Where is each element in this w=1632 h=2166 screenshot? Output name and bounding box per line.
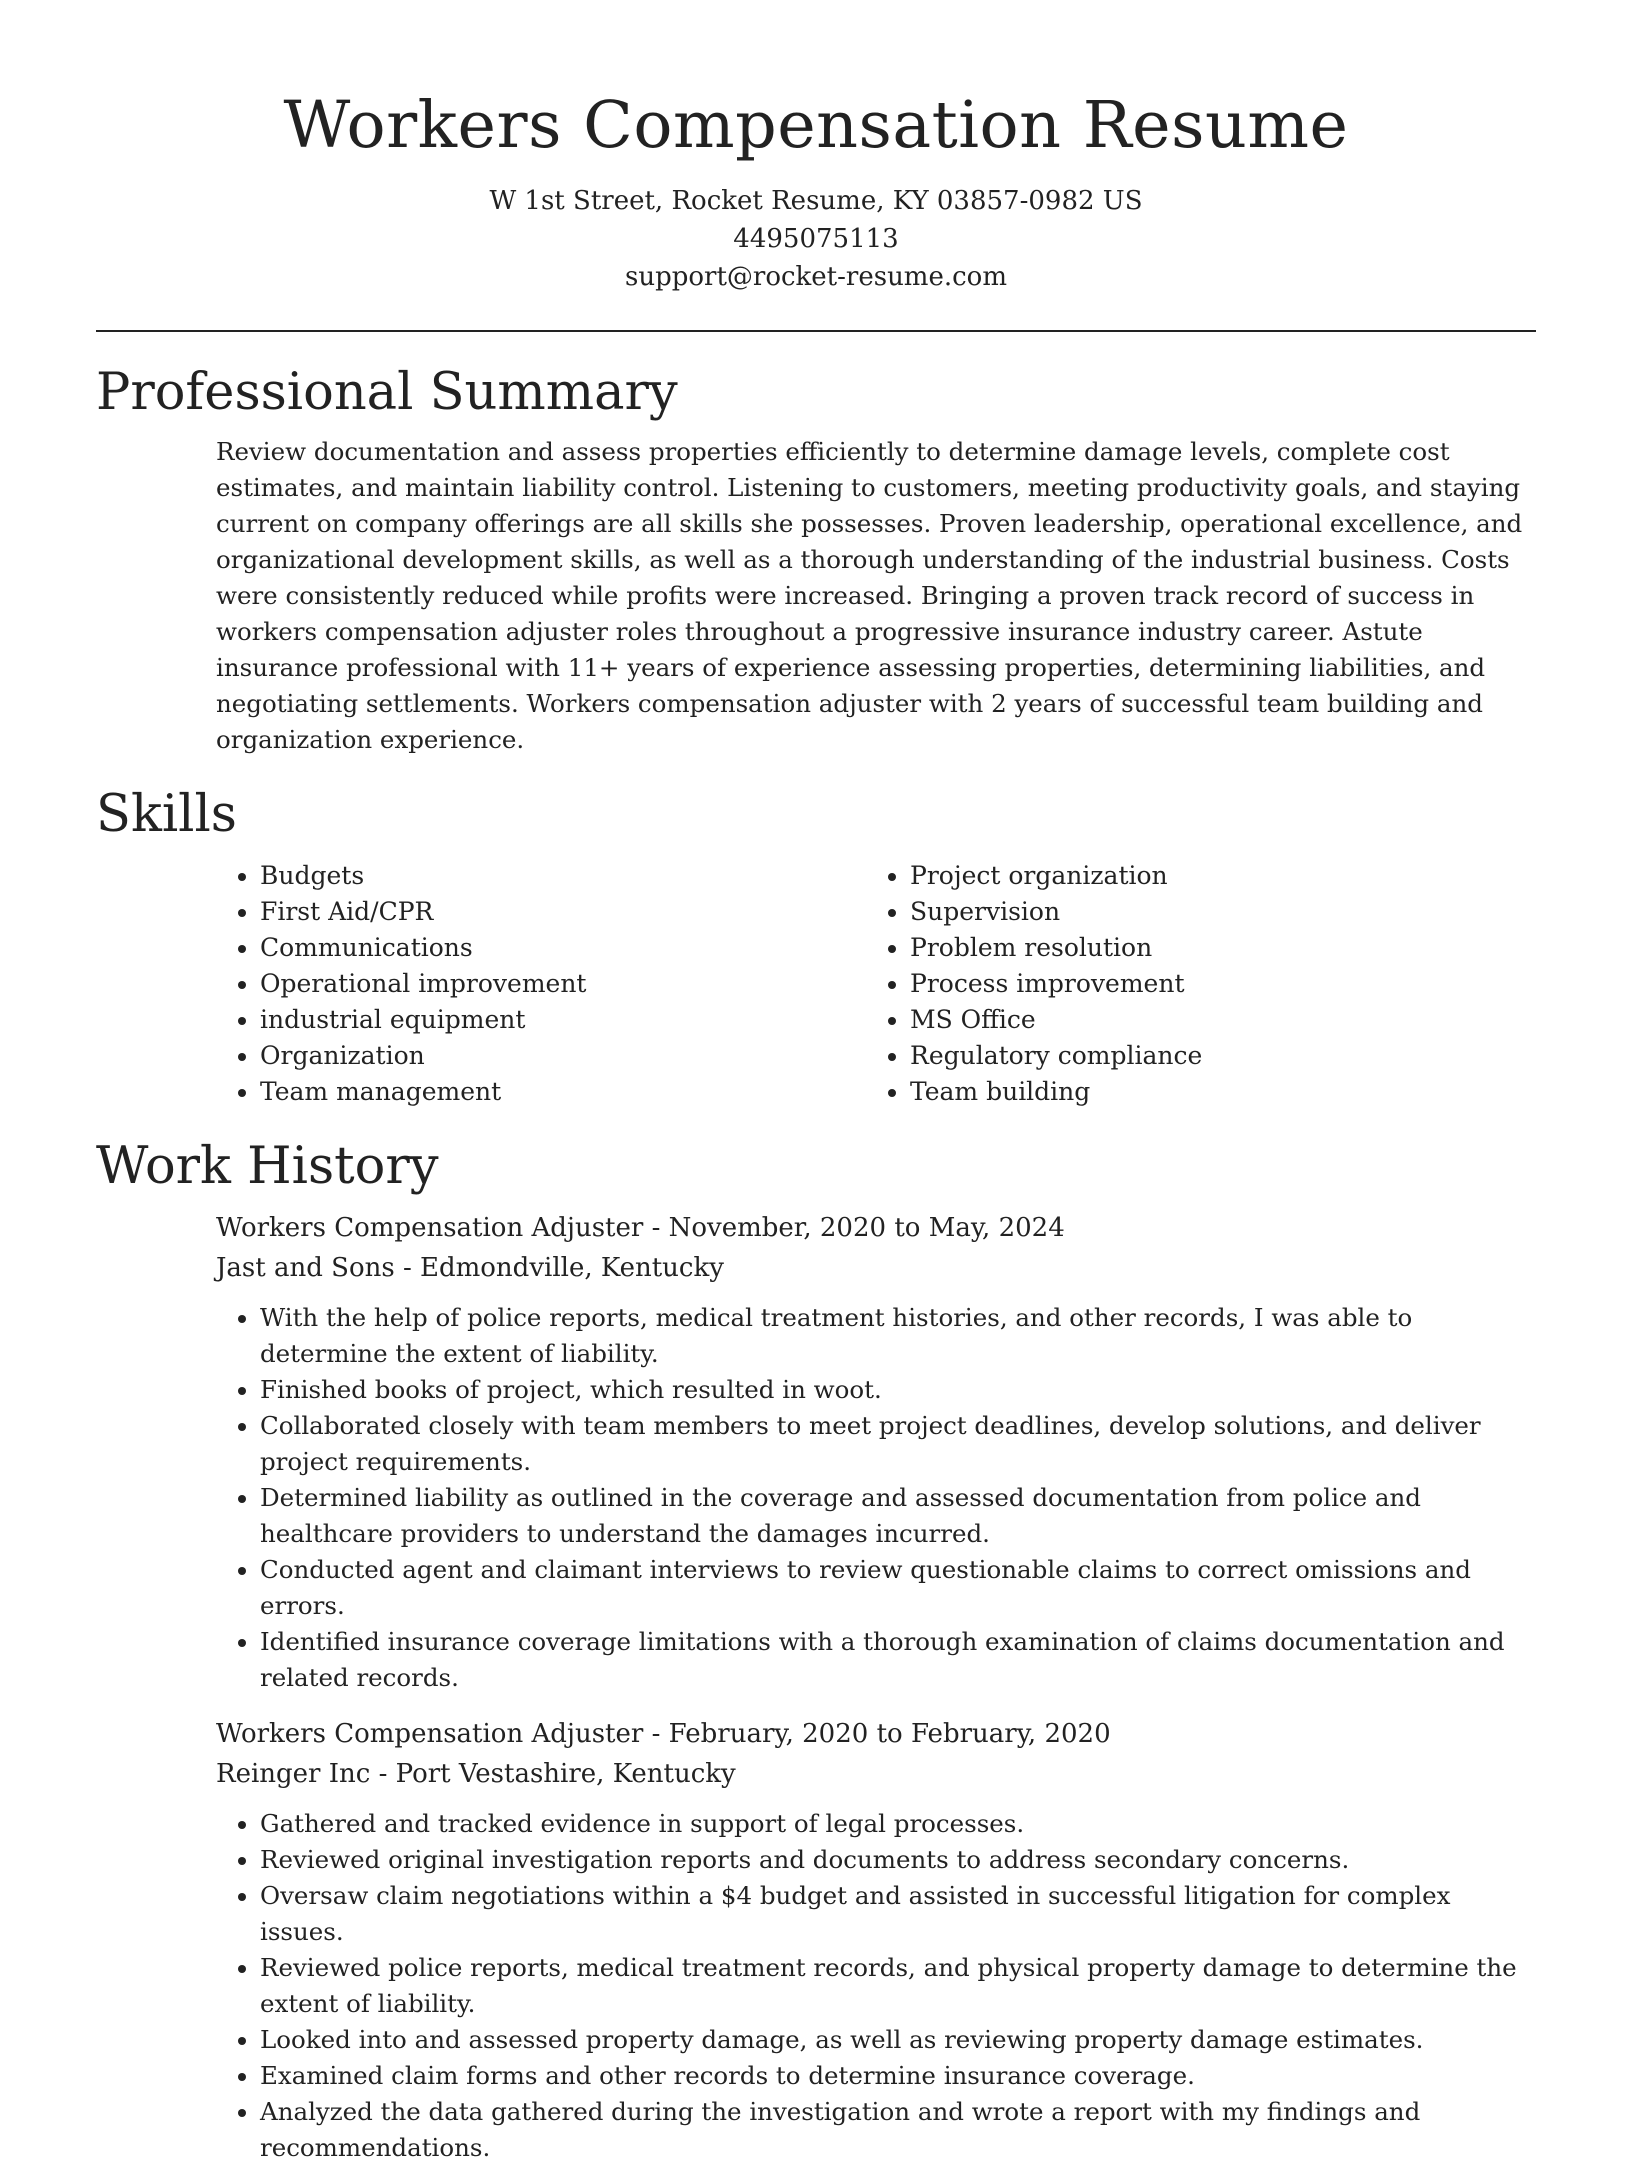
job-dates: - November, 2020 to May, 2024 xyxy=(643,1213,1065,1243)
job-company-line xyxy=(216,1754,1536,1794)
job-company: Jast and Sons xyxy=(216,1253,395,1283)
job-title-line xyxy=(216,1714,1536,1754)
job-company: Reinger Inc xyxy=(216,1759,371,1789)
skills-grid xyxy=(216,858,1536,1110)
header-divider xyxy=(96,330,1536,332)
job-bullet: • Analyzed the data gathered during the investigation and wrote a report with my findings and recommendations. xyxy=(260,2094,1536,2166)
job-entry xyxy=(216,1714,1536,2166)
email-text: support@rocket-resume.com xyxy=(624,262,1007,292)
job-bullet: • Collaborated closely with team members to meet project deadlines, develop solutions, and deliver project requirements. xyxy=(260,1408,1536,1480)
job-bullet: • Conducted agent and claimant interviews to review questionable claims to correct omissions and errors. xyxy=(260,1552,1536,1624)
skill-item: • Operational improvement xyxy=(260,966,866,1002)
skill-item: • Project organization xyxy=(910,858,1516,894)
job-bullet: • Finished books of project, which resulted in woot. xyxy=(260,1372,1536,1408)
address-text: W 1st Street, Rocket Resume, KY 03857-0982 US xyxy=(489,186,1143,216)
job-bullet: • Looked into and assessed property damage, as well as reviewing property damage estimates. xyxy=(260,2022,1536,2058)
work-history-heading: Work History xyxy=(96,1137,439,1196)
summary-text: Review documentation and assess properties efficiently to determine damage levels, complete cost estimates, and maintain liability control. Listening to customers, meeting productivity goals, and staying current on company offerings are all skills she possesses. Proven leadership, operational excellence, and organizational development skills, as well as a thorough understanding of the industrial business. Costs were consistently reduced while profits were increased. Bringing a proven track record of success in workers compensation adjuster roles throughout a progressive insurance industry career. Astute insurance professional with 11+ years of experience assessing properties, determining liabilities, and negotiating settlements. Workers compensation adjuster with 2 years of successful team building and organization experience. xyxy=(216,437,1523,754)
job-bullet: • With the help of police reports, medical treatment histories, and other records, I was able to determine the extent of liability. xyxy=(260,1300,1536,1372)
job-company-line xyxy=(216,1248,1536,1288)
job-bullet: • Oversaw claim negotiations within a $4 budget and assisted in successful litigation for complex issues. xyxy=(260,1878,1536,1950)
job-entry xyxy=(216,1208,1536,1696)
summary-section xyxy=(96,362,1536,758)
skill-item: • MS Office xyxy=(910,1002,1516,1038)
skill-item: • Team building xyxy=(910,1074,1516,1110)
resume-title: Workers Compensation Resume xyxy=(283,88,1349,163)
skill-item: • Team management xyxy=(260,1074,866,1110)
skill-item: • First Aid/CPR xyxy=(260,894,866,930)
job-bullet: • Reviewed original investigation reports and documents to address secondary concerns. xyxy=(260,1842,1536,1878)
skills-list-right xyxy=(866,858,1516,1110)
job-bullets xyxy=(216,1300,1536,1696)
job-dates: - February, 2020 to February, 2020 xyxy=(643,1719,1111,1749)
summary-heading: Professional Summary xyxy=(96,363,678,422)
skill-item: • Regulatory compliance xyxy=(910,1038,1516,1074)
skill-item: • Process improvement xyxy=(910,966,1516,1002)
job-bullets xyxy=(216,1806,1536,2166)
skill-item: • Organization xyxy=(260,1038,866,1074)
resume-header xyxy=(96,0,1536,296)
contact-info xyxy=(96,182,1536,296)
job-location: - Port Vestashire, Kentucky xyxy=(370,1759,736,1789)
skill-item: • Communications xyxy=(260,930,866,966)
job-title: Workers Compensation Adjuster xyxy=(216,1213,644,1243)
job-bullet: • Identified insurance coverage limitations with a thorough examination of claims documentation and related records. xyxy=(260,1624,1536,1696)
skill-item: • Supervision xyxy=(910,894,1516,930)
work-history-section xyxy=(96,1136,1536,2166)
skills-heading: Skills xyxy=(96,785,237,844)
skills-section xyxy=(96,784,1536,1110)
job-bullet: • Reviewed police reports, medical treatment records, and physical property damage to determine the extent of liability. xyxy=(260,1950,1536,2022)
skills-list-left xyxy=(216,858,866,1110)
job-bullet: • Gathered and tracked evidence in support of legal processes. xyxy=(260,1806,1536,1842)
job-location: - Edmondville, Kentucky xyxy=(394,1253,724,1283)
job-title: Workers Compensation Adjuster xyxy=(216,1719,644,1749)
skill-item: • Problem resolution xyxy=(910,930,1516,966)
phone-text: 4495075113 xyxy=(733,224,899,254)
job-bullet: • Determined liability as outlined in the coverage and assessed documentation from police and healthcare providers to understand the damages incurred. xyxy=(260,1480,1536,1552)
skill-item: • industrial equipment xyxy=(260,1002,866,1038)
job-title-line xyxy=(216,1208,1536,1248)
skill-item: • Budgets xyxy=(260,858,866,894)
job-bullet: • Examined claim forms and other records to determine insurance coverage. xyxy=(260,2058,1536,2094)
